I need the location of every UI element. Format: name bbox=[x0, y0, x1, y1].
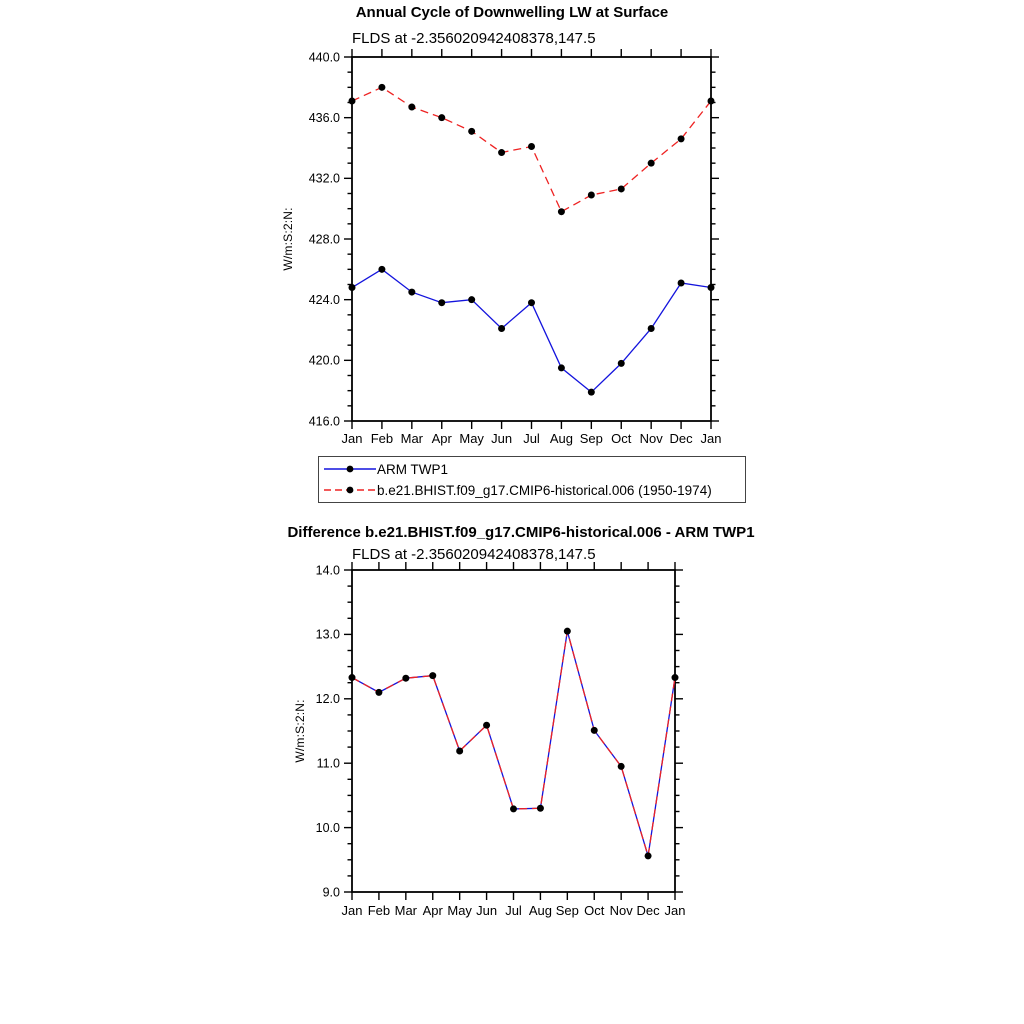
y-tick-label: 13.0 bbox=[315, 627, 340, 642]
x-tick-label: Oct bbox=[584, 903, 605, 918]
x-tick-label: May bbox=[447, 903, 472, 918]
x-tick-label: Jul bbox=[505, 903, 522, 918]
x-tick-label: Nov bbox=[609, 903, 633, 918]
legend-entry-arm-twp1 bbox=[323, 459, 745, 480]
x-tick-label: Dec bbox=[636, 903, 660, 918]
data-point-marker bbox=[678, 135, 685, 142]
series-1-markers bbox=[349, 84, 715, 215]
series-line-0 bbox=[352, 269, 711, 392]
x-tick-label: Jan bbox=[700, 431, 722, 446]
tick-labels bbox=[309, 50, 722, 446]
data-point-marker bbox=[618, 185, 625, 192]
x-tick-label: Dec bbox=[669, 431, 693, 446]
data-point-marker bbox=[588, 192, 595, 199]
y-tick-label: 9.0 bbox=[322, 885, 340, 900]
data-point-marker bbox=[564, 628, 571, 635]
x-tick-label: Sep bbox=[579, 431, 603, 446]
annual-cycle-subtitle: FLDS at -2.356020942408378,147.5 bbox=[352, 30, 596, 47]
data-point-marker bbox=[349, 674, 356, 681]
data-point-marker bbox=[378, 266, 385, 273]
x-tick-label: Jun bbox=[476, 903, 498, 918]
y-tick-label: 420.0 bbox=[308, 353, 340, 368]
y-tick-label: 10.0 bbox=[315, 820, 340, 835]
x-tick-label: Jan bbox=[341, 431, 363, 446]
y-tick-label: 14.0 bbox=[315, 563, 340, 578]
data-point-marker bbox=[537, 805, 544, 812]
data-point-marker bbox=[708, 97, 715, 104]
data-point-marker bbox=[558, 208, 565, 215]
plot-frame bbox=[352, 570, 675, 892]
y-tick-label: 440.0 bbox=[308, 50, 340, 65]
x-tick-label: Sep bbox=[555, 903, 579, 918]
x-tick-label: Mar bbox=[400, 431, 424, 446]
x-tick-label: Jul bbox=[523, 431, 540, 446]
plot-frame bbox=[352, 57, 711, 421]
y-tick-label: 436.0 bbox=[308, 110, 340, 125]
data-point-marker bbox=[402, 675, 409, 682]
x-tick-label: Jan bbox=[664, 903, 686, 918]
x-tick-label: Aug bbox=[549, 431, 573, 446]
y-tick-label: 424.0 bbox=[308, 292, 340, 307]
y-tick-label: 432.0 bbox=[308, 171, 340, 186]
annual-cycle-title: Annual Cycle of Downwelling LW at Surface bbox=[355, 4, 669, 21]
series-line-1 bbox=[352, 631, 675, 856]
data-point-marker bbox=[672, 674, 679, 681]
legend-entry-model bbox=[323, 480, 745, 501]
x-tick-label: Feb bbox=[367, 903, 391, 918]
data-point-marker bbox=[645, 852, 652, 859]
chart-legend bbox=[318, 456, 746, 503]
annual-cycle-line-chart bbox=[270, 45, 740, 457]
series-line-0 bbox=[352, 631, 675, 856]
x-tick-label: Mar bbox=[394, 903, 418, 918]
legend-label-model: b.e21.BHIST.f09_g17.CMIP6-historical.006 (1950-1974) bbox=[377, 482, 712, 498]
data-point-marker bbox=[618, 763, 625, 770]
x-tick-label: Apr bbox=[431, 431, 452, 446]
data-point-marker bbox=[708, 284, 715, 291]
x-tick-label: May bbox=[459, 431, 484, 446]
data-point-marker bbox=[468, 296, 475, 303]
x-tick-label: Aug bbox=[528, 903, 552, 918]
data-point-marker bbox=[438, 299, 445, 306]
data-point-marker bbox=[588, 389, 595, 396]
data-point-marker bbox=[528, 299, 535, 306]
data-point-marker bbox=[349, 284, 356, 291]
difference-title: Difference b.e21.BHIST.f09_g17.CMIP6-historical.006 - ARM TWP1 bbox=[287, 524, 755, 541]
tick-labels bbox=[316, 563, 686, 918]
x-tick-label: Feb bbox=[370, 431, 394, 446]
x-tick-label: Oct bbox=[611, 431, 632, 446]
data-point-marker bbox=[468, 128, 475, 135]
legend-label-arm-twp1: ARM TWP1 bbox=[377, 461, 449, 477]
difference-subtitle: FLDS at -2.356020942408378,147.5 bbox=[352, 546, 596, 563]
data-point-marker bbox=[648, 160, 655, 167]
x-tick-label: Apr bbox=[422, 903, 443, 918]
y-tick-label: 11.0 bbox=[316, 756, 340, 771]
data-point-marker bbox=[375, 689, 382, 696]
data-point-marker bbox=[429, 672, 436, 679]
data-point-marker bbox=[456, 747, 463, 754]
data-point-marker bbox=[648, 325, 655, 332]
data-point-marker bbox=[678, 279, 685, 286]
data-point-marker bbox=[558, 364, 565, 371]
y-tick-label: 428.0 bbox=[308, 232, 340, 247]
data-point-marker bbox=[438, 114, 445, 121]
model-dashed-line-sample-icon bbox=[323, 483, 377, 497]
arm-twp1-line-sample-icon bbox=[323, 462, 377, 476]
x-tick-label: Jun bbox=[491, 431, 513, 446]
y-tick-label: 12.0 bbox=[315, 692, 340, 707]
data-point-marker bbox=[408, 289, 415, 296]
x-tick-label: Nov bbox=[639, 431, 663, 446]
y-tick-label: 416.0 bbox=[308, 414, 340, 429]
axes-and-ticks bbox=[344, 49, 719, 429]
series-0-markers bbox=[349, 628, 679, 860]
axes-and-ticks bbox=[344, 562, 683, 900]
data-point-marker bbox=[349, 97, 356, 104]
difference-line-chart bbox=[270, 558, 740, 926]
x-tick-label: Jan bbox=[341, 903, 363, 918]
data-point-marker bbox=[498, 325, 505, 332]
annual-cycle-y-axis-label: W/m:S:2:N: bbox=[281, 207, 295, 271]
data-point-marker bbox=[528, 143, 535, 150]
data-point-marker bbox=[408, 104, 415, 111]
data-point-marker bbox=[483, 722, 490, 729]
data-point-marker bbox=[378, 84, 385, 91]
difference-y-axis-label: W/m:S:2:N: bbox=[293, 699, 307, 763]
data-point-marker bbox=[498, 149, 505, 156]
data-point-marker bbox=[510, 805, 517, 812]
data-point-marker bbox=[591, 727, 598, 734]
data-point-marker bbox=[618, 360, 625, 367]
